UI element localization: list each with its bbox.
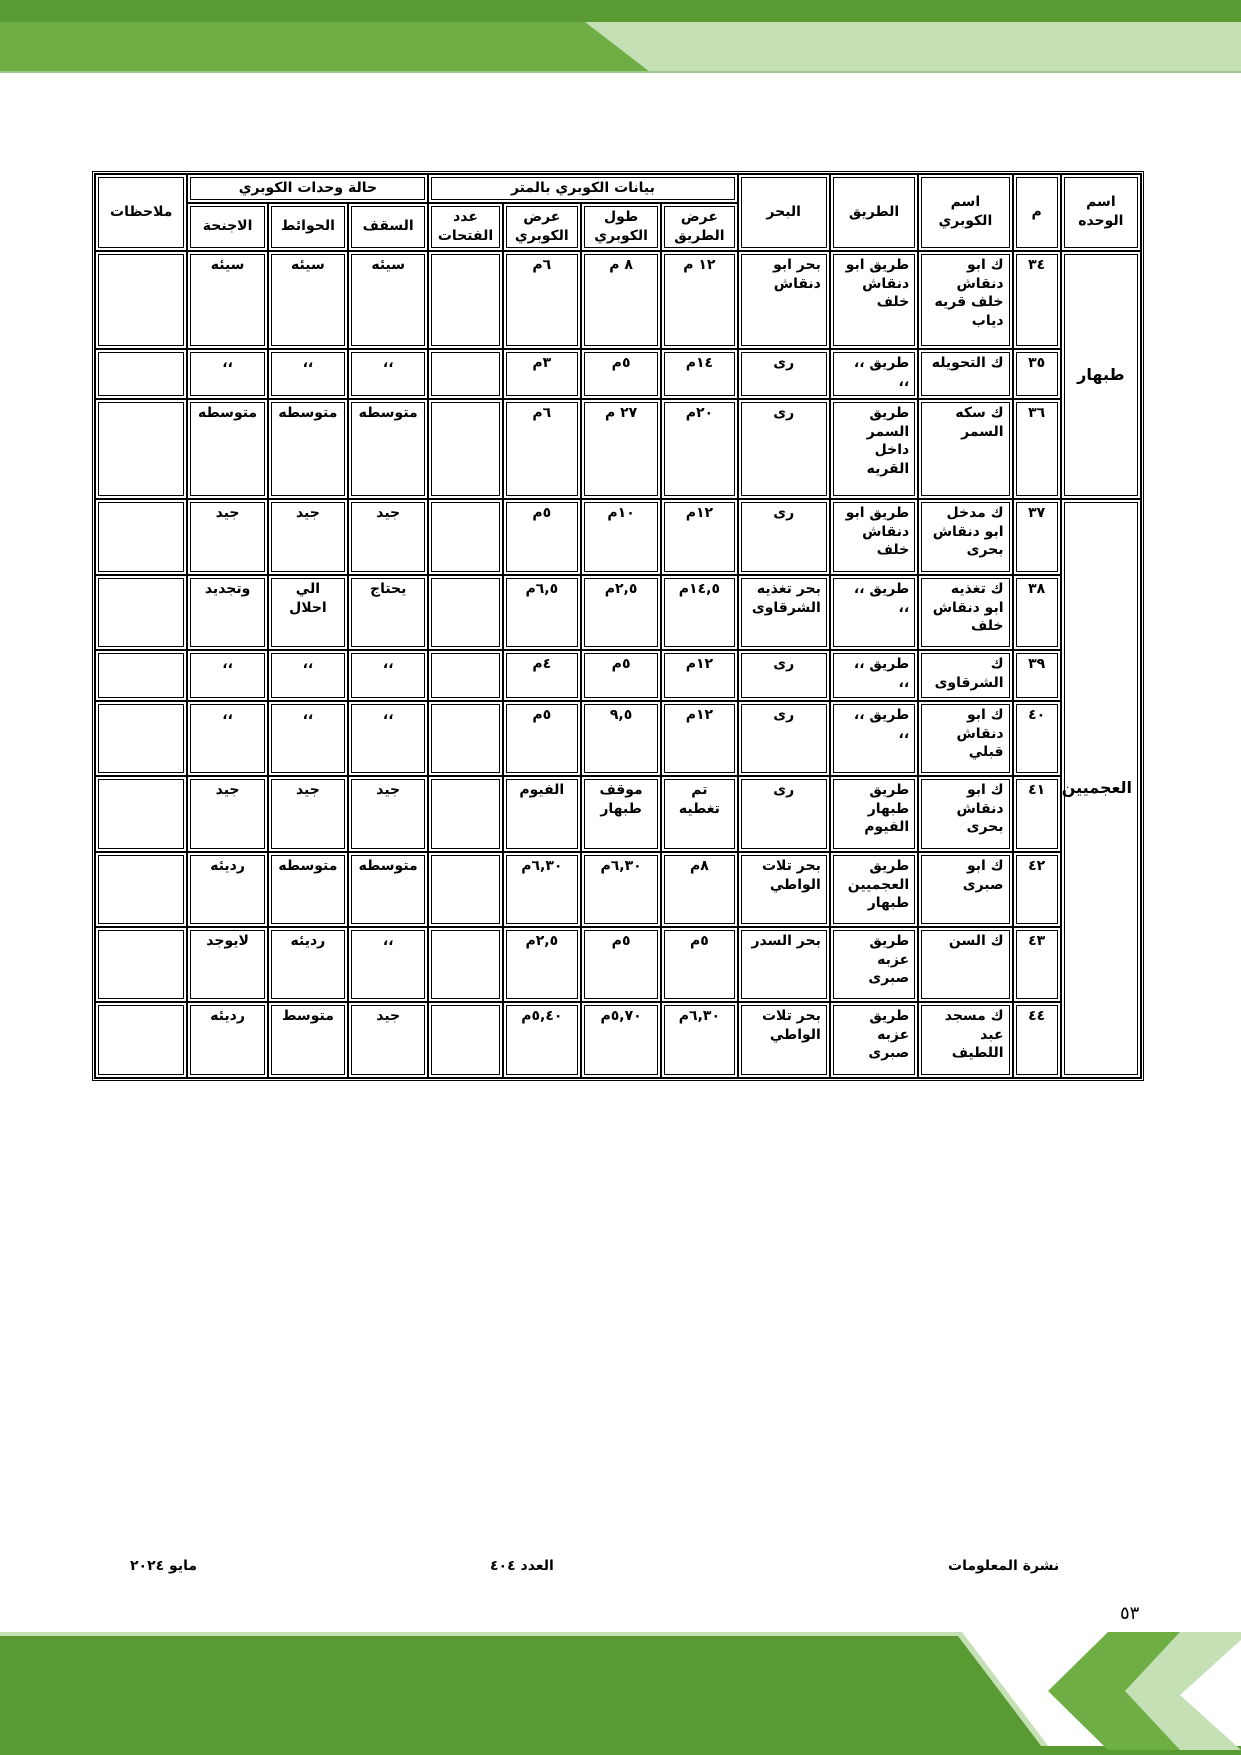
cell-canal: رى xyxy=(738,399,830,499)
table-row xyxy=(95,1002,1141,1078)
top-banner xyxy=(0,0,1241,80)
table-row xyxy=(95,701,1141,776)
cell-notes xyxy=(95,349,187,399)
cell-canal: بحر ابو دنقاش xyxy=(738,251,830,349)
table-row xyxy=(95,399,1141,499)
cell-wings: ،، xyxy=(187,701,267,776)
cell-road: طريق عزبه صبرى xyxy=(830,927,918,1002)
cell-notes xyxy=(95,575,187,650)
cell-walls: ،، xyxy=(268,349,348,399)
cell-bridge-length: ٢,٥م xyxy=(581,575,661,650)
cell-notes xyxy=(95,852,187,927)
cell-roof: ،، xyxy=(348,701,428,776)
cell-bridge-length: ٢٧ م xyxy=(581,399,661,499)
cell-road: طريق ابو دنقاش خلف xyxy=(830,499,918,575)
header-notes: ملاحظات xyxy=(95,174,187,251)
cell-wings: رديئه xyxy=(187,852,267,927)
header-canal: البحر xyxy=(738,174,830,251)
header-wings: الاجنحة xyxy=(187,203,267,251)
cell-road-width: ١٤م xyxy=(661,349,737,399)
cell-num: ٣٨ xyxy=(1013,575,1061,650)
cell-notes xyxy=(95,399,187,499)
cell-openings xyxy=(428,1002,502,1078)
cell-wings: جيد xyxy=(187,776,267,852)
cell-roof: ،، xyxy=(348,349,428,399)
cell-road-width: ١٢ م xyxy=(661,251,737,349)
cell-bridge-width: ٦,٥م xyxy=(503,575,581,650)
table-row xyxy=(95,927,1141,1002)
cell-bridge-width: ٢,٥م xyxy=(503,927,581,1002)
cell-road: طريق ابو دنقاش خلف xyxy=(830,251,918,349)
bottom-banner xyxy=(0,1620,1241,1755)
cell-num: ٤٢ xyxy=(1013,852,1061,927)
cell-openings xyxy=(428,701,502,776)
cell-road-width: ٢٠م xyxy=(661,399,737,499)
bottom-banner-green-band xyxy=(0,1636,1048,1755)
cell-bridge-width: ٣م xyxy=(503,349,581,399)
cell-walls: متوسط xyxy=(268,1002,348,1078)
cell-walls: جيد xyxy=(268,499,348,575)
unit-cell-ajamiyin: العجميين xyxy=(1061,499,1141,1078)
cell-bridge-length: ٥م xyxy=(581,650,661,701)
header-bridge-width: عرض الكوبري xyxy=(503,203,581,251)
header-road: الطريق xyxy=(830,174,918,251)
cell-bridge-width: ٥,٤٠م xyxy=(503,1002,581,1078)
footer-issue: العدد ٤٠٤ xyxy=(490,1558,554,1574)
cell-openings xyxy=(428,776,502,852)
header-bridge-length: طول الكوبري xyxy=(581,203,661,251)
cell-road: طريق طبهار الفيوم xyxy=(830,776,918,852)
cell-bridge-width: ٥م xyxy=(503,499,581,575)
cell-openings xyxy=(428,575,502,650)
cell-walls: الي احلال xyxy=(268,575,348,650)
cell-num: ٣٤ xyxy=(1013,251,1061,349)
table-row xyxy=(95,776,1141,852)
cell-walls: متوسطه xyxy=(268,852,348,927)
cell-bridge-name: ك ابو دنقاش قبلي xyxy=(918,701,1012,776)
cell-wings: رديئه xyxy=(187,1002,267,1078)
cell-bridge-length: ٩,٥ xyxy=(581,701,661,776)
cell-bridge-name: ك الشرقاوى xyxy=(918,650,1012,701)
cell-road: طريق العجميين طبهار xyxy=(830,852,918,927)
cell-roof: متوسطه xyxy=(348,852,428,927)
cell-bridge-width: ٥م xyxy=(503,701,581,776)
cell-canal: بحر تلات الواطي xyxy=(738,1002,830,1078)
cell-bridge-width: ٦,٣٠م xyxy=(503,852,581,927)
footer-publication: نشرة المعلومات xyxy=(948,1558,1060,1574)
cell-road-width: تم تغطيه xyxy=(661,776,737,852)
cell-walls: رديئه xyxy=(268,927,348,1002)
cell-bridge-length: ٦,٣٠م xyxy=(581,852,661,927)
cell-bridge-length: ٨ م xyxy=(581,251,661,349)
table-header xyxy=(95,174,1141,251)
cell-wings: ،، xyxy=(187,349,267,399)
table-row xyxy=(95,349,1141,399)
cell-bridge-length: ٥,٧٠م xyxy=(581,1002,661,1078)
cell-wings: وتجديد xyxy=(187,575,267,650)
header-openings: عدد الفتحات xyxy=(428,203,502,251)
cell-notes xyxy=(95,251,187,349)
cell-road-width: ١٢م xyxy=(661,701,737,776)
cell-bridge-width: ٦م xyxy=(503,399,581,499)
cell-notes xyxy=(95,701,187,776)
cell-num: ٣٦ xyxy=(1013,399,1061,499)
cell-road: طريق ،، ،، xyxy=(830,575,918,650)
cell-notes xyxy=(95,927,187,1002)
cell-roof: سيئه xyxy=(348,251,428,349)
cell-bridge-length: ٥م xyxy=(581,927,661,1002)
cell-openings xyxy=(428,852,502,927)
table-row xyxy=(95,575,1141,650)
cell-num: ٣٥ xyxy=(1013,349,1061,399)
cell-roof: جيد xyxy=(348,776,428,852)
cell-roof: ،، xyxy=(348,650,428,701)
cell-canal: بحر تغذيه الشرقاوى xyxy=(738,575,830,650)
cell-num: ٣٩ xyxy=(1013,650,1061,701)
table-row xyxy=(95,251,1141,349)
cell-canal: رى xyxy=(738,650,830,701)
cell-bridge-name: ك مسجد عبد اللطيف xyxy=(918,1002,1012,1078)
cell-bridge-width: الفيوم xyxy=(503,776,581,852)
cell-openings xyxy=(428,349,502,399)
cell-bridge-name: ك مدخل ابو دنقاش بحرى xyxy=(918,499,1012,575)
bridges-table-container xyxy=(92,171,1144,1081)
cell-road-width: ٥م xyxy=(661,927,737,1002)
cell-num: ٤٤ xyxy=(1013,1002,1061,1078)
cell-bridge-name: ك التحويله xyxy=(918,349,1012,399)
cell-canal: رى xyxy=(738,776,830,852)
table-row xyxy=(95,499,1141,575)
cell-walls: ،، xyxy=(268,650,348,701)
cell-roof: جيد xyxy=(348,1002,428,1078)
cell-num: ٣٧ xyxy=(1013,499,1061,575)
cell-wings: لايوجد xyxy=(187,927,267,1002)
page-number: ٥٣ xyxy=(1120,1603,1140,1624)
header-roof: السقف xyxy=(348,203,428,251)
bottom-banner-strip xyxy=(0,1746,1241,1755)
cell-bridge-name: ك ابو دنقاش بحرى xyxy=(918,776,1012,852)
cell-road: طريق ،، ،، xyxy=(830,701,918,776)
top-banner-dark-strip xyxy=(0,0,1241,22)
cell-bridge-name: ك السن xyxy=(918,927,1012,1002)
cell-notes xyxy=(95,776,187,852)
cell-bridge-name: ك ابو دنقاش خلف قريه دياب xyxy=(918,251,1012,349)
cell-num: ٤٣ xyxy=(1013,927,1061,1002)
cell-openings xyxy=(428,499,502,575)
cell-bridge-name: ك تغذيه ابو دنقاش خلف xyxy=(918,575,1012,650)
bridges-table xyxy=(92,171,1144,1081)
cell-num: ٤٠ xyxy=(1013,701,1061,776)
cell-wings: متوسطه xyxy=(187,399,267,499)
cell-canal: رى xyxy=(738,499,830,575)
table-row xyxy=(95,852,1141,927)
cell-notes xyxy=(95,650,187,701)
cell-bridge-width: ٤م xyxy=(503,650,581,701)
table-body xyxy=(95,251,1141,1078)
cell-wings: سيئه xyxy=(187,251,267,349)
cell-notes xyxy=(95,1002,187,1078)
cell-walls: سيئه xyxy=(268,251,348,349)
header-status-group: حالة وحدات الكوبري xyxy=(187,174,428,203)
cell-bridge-name: ك ابو صبرى xyxy=(918,852,1012,927)
cell-roof: متوسطه xyxy=(348,399,428,499)
cell-road: طريق ،، ،، xyxy=(830,349,918,399)
cell-road: طريق عزبه صبرى xyxy=(830,1002,918,1078)
cell-road-width: ١٢م xyxy=(661,499,737,575)
header-num: م xyxy=(1013,174,1061,251)
cell-canal: بحر تلات الواطي xyxy=(738,852,830,927)
cell-bridge-name: ك سكه السمر xyxy=(918,399,1012,499)
cell-canal: رى xyxy=(738,701,830,776)
table-row xyxy=(95,650,1141,701)
top-banner-green-band xyxy=(0,22,650,72)
cell-road-width: ٦,٣٠م xyxy=(661,1002,737,1078)
cell-road: طريق ،، ،، xyxy=(830,650,918,701)
cell-openings xyxy=(428,927,502,1002)
cell-roof: ،، xyxy=(348,927,428,1002)
cell-wings: جيد xyxy=(187,499,267,575)
cell-road-width: ٨م xyxy=(661,852,737,927)
cell-notes xyxy=(95,499,187,575)
header-unit: اسم الوحده xyxy=(1061,174,1141,251)
cell-walls: ،، xyxy=(268,701,348,776)
cell-openings xyxy=(428,399,502,499)
cell-road: طريق السمر داخل القريه xyxy=(830,399,918,499)
cell-roof: جيد xyxy=(348,499,428,575)
cell-canal: بحر السدر xyxy=(738,927,830,1002)
cell-bridge-length: موقف طبهار xyxy=(581,776,661,852)
cell-roof: يحتاج xyxy=(348,575,428,650)
header-data-group: بيانات الكوبري بالمتر xyxy=(428,174,737,203)
cell-walls: جيد xyxy=(268,776,348,852)
footer-date: مايو ٢٠٢٤ xyxy=(130,1558,198,1574)
cell-num: ٤١ xyxy=(1013,776,1061,852)
unit-cell-tabhar: طبهار xyxy=(1061,251,1141,499)
cell-road-width: ١٤,٥م xyxy=(661,575,737,650)
cell-bridge-width: ٦م xyxy=(503,251,581,349)
cell-wings: ،، xyxy=(187,650,267,701)
header-walls: الحوائط xyxy=(268,203,348,251)
cell-walls: متوسطه xyxy=(268,399,348,499)
cell-canal: رى xyxy=(738,349,830,399)
cell-road-width: ١٢م xyxy=(661,650,737,701)
cell-bridge-length: ٥م xyxy=(581,349,661,399)
header-road-width: عرض الطريق xyxy=(661,203,737,251)
cell-bridge-length: ١٠م xyxy=(581,499,661,575)
cell-openings xyxy=(428,251,502,349)
cell-openings xyxy=(428,650,502,701)
header-bridge-name: اسم الكوبري xyxy=(918,174,1012,251)
